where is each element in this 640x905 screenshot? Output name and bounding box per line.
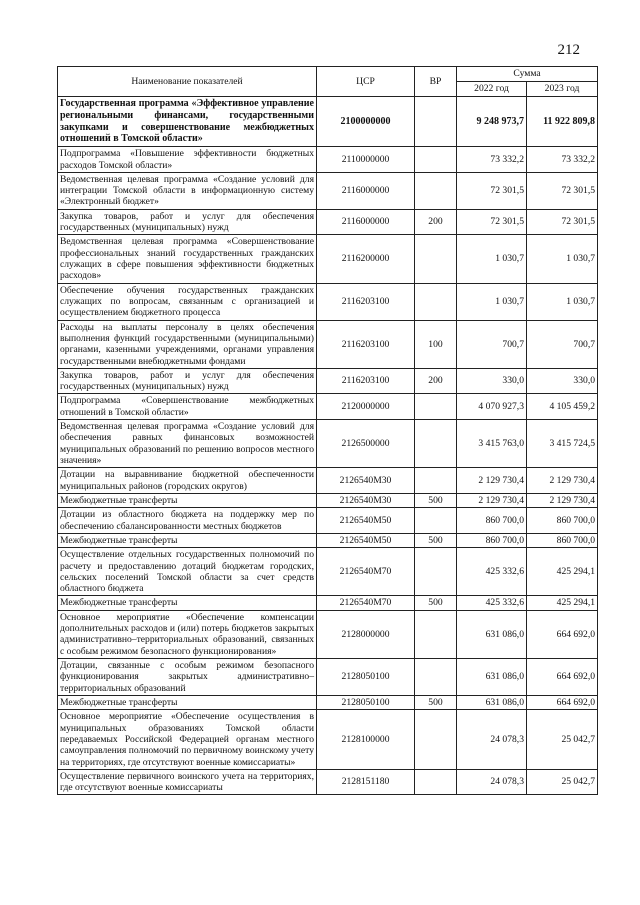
row-vr-cell: [415, 394, 457, 420]
row-vr-cell: 500: [415, 695, 457, 709]
row-csr-cell: 2126540М50: [317, 508, 415, 534]
row-name-cell: Ведомственная целевая программа «Создание условий для обеспечения равных финансовых возможностей муниципальных образований по решению вопросов местного значения»: [58, 420, 317, 468]
row-vr-cell: 500: [415, 493, 457, 507]
row-csr-cell: 2116203100: [317, 320, 415, 368]
row-vr-cell: [415, 769, 457, 795]
row-csr-cell: 2116203100: [317, 283, 415, 320]
row-sum-2023-cell: 3 415 724,5: [527, 420, 598, 468]
row-sum-2023-cell: 1 030,7: [527, 235, 598, 283]
row-name-cell: Подпрограмма «Совершенствование межбюджетных отношений в Томской области»: [58, 394, 317, 420]
row-vr-cell: 200: [415, 368, 457, 394]
row-sum-2023-cell: 425 294,1: [527, 548, 598, 596]
row-vr-cell: [415, 235, 457, 283]
header-sum: Сумма: [457, 67, 598, 82]
row-csr-cell: 2100000000: [317, 97, 415, 147]
row-name-cell: Осуществление первичного воинского учета на территориях, где отсутствуют военные комиссариаты: [58, 769, 317, 795]
table-row: [58, 97, 598, 147]
table-row: [58, 147, 598, 173]
row-sum-2023-cell: 1 030,7: [527, 283, 598, 320]
table-row: [58, 610, 598, 658]
row-csr-cell: 2126540М30: [317, 493, 415, 507]
row-vr-cell: 500: [415, 533, 457, 547]
row-sum-2022-cell: 72 301,5: [457, 172, 527, 209]
row-sum-2022-cell: 1 030,7: [457, 235, 527, 283]
row-sum-2022-cell: 860 700,0: [457, 533, 527, 547]
row-name-cell: Дотации из областного бюджета на поддержку мер по обеспечению сбалансированности местных бюджетов: [58, 508, 317, 534]
row-vr-cell: 200: [415, 209, 457, 235]
row-name-cell: Закупка товаров, работ и услуг для обеспечения государственных (муниципальных) нужд: [58, 368, 317, 394]
row-sum-2023-cell: 25 042,7: [527, 769, 598, 795]
row-name-cell: Ведомственная целевая программа «Создание условий для интеграции Томской области в информационную систему «Электронный бюджет»: [58, 172, 317, 209]
row-sum-2022-cell: 631 086,0: [457, 610, 527, 658]
row-vr-cell: 500: [415, 596, 457, 610]
row-name-cell: Основное мероприятие «Обеспечение осуществления в муниципальных образованиях Томской области передаваемых Российской Федерацией органам местного самоуправления полномочий по первичному воинскому учету на территориях, где отсутствуют военные комиссариаты»: [58, 710, 317, 770]
row-sum-2023-cell: 664 692,0: [527, 659, 598, 696]
row-name-cell: Основное мероприятие «Обеспечение компенсации дополнительных расходов и (или) потерь бюджетов закрытых административно–территориальных образований, связанных с особым режимом безопасного функционирования»: [58, 610, 317, 658]
page-number: 212: [557, 42, 580, 58]
row-sum-2022-cell: 4 070 927,3: [457, 394, 527, 420]
row-sum-2022-cell: 24 078,3: [457, 769, 527, 795]
row-sum-2022-cell: 73 332,2: [457, 147, 527, 173]
row-vr-cell: [415, 468, 457, 494]
row-sum-2023-cell: 330,0: [527, 368, 598, 394]
table-row: [58, 769, 598, 795]
row-sum-2023-cell: 72 301,5: [527, 172, 598, 209]
table-row: [58, 468, 598, 494]
row-sum-2022-cell: 24 078,3: [457, 710, 527, 770]
table-row: [58, 695, 598, 709]
row-vr-cell: [415, 147, 457, 173]
row-sum-2022-cell: 2 129 730,4: [457, 468, 527, 494]
header-vr: ВР: [415, 67, 457, 97]
row-vr-cell: [415, 97, 457, 147]
row-csr-cell: 2128000000: [317, 610, 415, 658]
row-csr-cell: 2126540М70: [317, 548, 415, 596]
row-sum-2023-cell: 2 129 730,4: [527, 468, 598, 494]
row-name-cell: Государственная программа «Эффективное управление региональными финансами, государственными закупками и совершенствование межбюджетных отношений в Томской области»: [58, 97, 317, 147]
row-csr-cell: 2128050100: [317, 695, 415, 709]
row-csr-cell: 2116203100: [317, 368, 415, 394]
row-sum-2023-cell: 664 692,0: [527, 610, 598, 658]
row-vr-cell: [415, 548, 457, 596]
row-sum-2023-cell: 425 294,1: [527, 596, 598, 610]
row-vr-cell: [415, 508, 457, 534]
row-sum-2023-cell: 860 700,0: [527, 533, 598, 547]
row-sum-2022-cell: 72 301,5: [457, 209, 527, 235]
table-row: [58, 172, 598, 209]
table-row: [58, 493, 598, 507]
row-sum-2022-cell: 2 129 730,4: [457, 493, 527, 507]
table-row: [58, 420, 598, 468]
table-row: [58, 710, 598, 770]
row-sum-2022-cell: 3 415 763,0: [457, 420, 527, 468]
header-year-2023: 2023 год: [527, 82, 598, 97]
row-name-cell: Межбюджетные трансферты: [58, 695, 317, 709]
row-name-cell: Межбюджетные трансферты: [58, 596, 317, 610]
table-body: [58, 97, 598, 795]
row-vr-cell: [415, 420, 457, 468]
row-vr-cell: [415, 610, 457, 658]
table-row: [58, 320, 598, 368]
row-sum-2022-cell: 330,0: [457, 368, 527, 394]
row-vr-cell: [415, 710, 457, 770]
row-name-cell: Межбюджетные трансферты: [58, 533, 317, 547]
row-csr-cell: 2128151180: [317, 769, 415, 795]
row-sum-2023-cell: 700,7: [527, 320, 598, 368]
row-sum-2023-cell: 72 301,5: [527, 209, 598, 235]
row-sum-2022-cell: 9 248 973,7: [457, 97, 527, 147]
row-name-cell: Дотации, связанные с особым режимом безопасного функционирования закрытых административно–территориальных образований: [58, 659, 317, 696]
header-name: Наименование показателей: [58, 67, 317, 97]
row-csr-cell: 2126540М70: [317, 596, 415, 610]
row-name-cell: Закупка товаров, работ и услуг для обеспечения государственных (муниципальных) нужд: [58, 209, 317, 235]
row-sum-2022-cell: 425 332,6: [457, 548, 527, 596]
table-row: [58, 209, 598, 235]
row-name-cell: Расходы на выплаты персоналу в целях обеспечения выполнения функций государственными (муниципальными) органами, казенными учреждениями, органами управления государственными внебюджетными фондами: [58, 320, 317, 368]
row-sum-2023-cell: 73 332,2: [527, 147, 598, 173]
row-vr-cell: [415, 659, 457, 696]
table-row: [58, 368, 598, 394]
row-name-cell: Подпрограмма «Повышение эффективности бюджетных расходов Томской области»: [58, 147, 317, 173]
row-sum-2023-cell: 664 692,0: [527, 695, 598, 709]
row-sum-2023-cell: 25 042,7: [527, 710, 598, 770]
row-sum-2023-cell: 860 700,0: [527, 508, 598, 534]
table-row: [58, 596, 598, 610]
row-csr-cell: 2116000000: [317, 172, 415, 209]
row-sum-2023-cell: 2 129 730,4: [527, 493, 598, 507]
row-sum-2022-cell: 860 700,0: [457, 508, 527, 534]
row-csr-cell: 2120000000: [317, 394, 415, 420]
row-vr-cell: 100: [415, 320, 457, 368]
table-row: [58, 508, 598, 534]
row-csr-cell: 2126540М30: [317, 468, 415, 494]
row-sum-2022-cell: 631 086,0: [457, 695, 527, 709]
row-vr-cell: [415, 172, 457, 209]
row-sum-2023-cell: 11 922 809,8: [527, 97, 598, 147]
table-row: [58, 533, 598, 547]
header-csr: ЦСР: [317, 67, 415, 97]
row-sum-2022-cell: 631 086,0: [457, 659, 527, 696]
row-csr-cell: 2126540М50: [317, 533, 415, 547]
row-name-cell: Обеспечение обучения государственных гражданских служащих по вопросам, связанным с организацией и осуществлением бюджетного процесса: [58, 283, 317, 320]
table-row: [58, 235, 598, 283]
table-row: [58, 548, 598, 596]
row-name-cell: Осуществление отдельных государственных полномочий по расчету и предоставлению дотаций бюджетам городских, сельских поселений Томской области за счет средств областного бюджета: [58, 548, 317, 596]
row-name-cell: Межбюджетные трансферты: [58, 493, 317, 507]
budget-table: [57, 66, 598, 795]
row-name-cell: Дотации на выравнивание бюджетной обеспеченности муниципальных районов (городских округов): [58, 468, 317, 494]
row-name-cell: Ведомственная целевая программа «Совершенствование профессиональных знаний государственных гражданских служащих в сфере повышения эффективности бюджетных расходов»: [58, 235, 317, 283]
row-sum-2022-cell: 700,7: [457, 320, 527, 368]
table-row: [58, 659, 598, 696]
row-csr-cell: 2116200000: [317, 235, 415, 283]
row-csr-cell: 2116000000: [317, 209, 415, 235]
row-csr-cell: 2110000000: [317, 147, 415, 173]
table-row: [58, 283, 598, 320]
row-sum-2023-cell: 4 105 459,2: [527, 394, 598, 420]
row-csr-cell: 2128050100: [317, 659, 415, 696]
row-sum-2022-cell: 1 030,7: [457, 283, 527, 320]
header-year-2022: 2022 год: [457, 82, 527, 97]
header-row: [58, 67, 598, 82]
row-csr-cell: 2128100000: [317, 710, 415, 770]
table-row: [58, 394, 598, 420]
row-vr-cell: [415, 283, 457, 320]
row-csr-cell: 2126500000: [317, 420, 415, 468]
row-sum-2022-cell: 425 332,6: [457, 596, 527, 610]
